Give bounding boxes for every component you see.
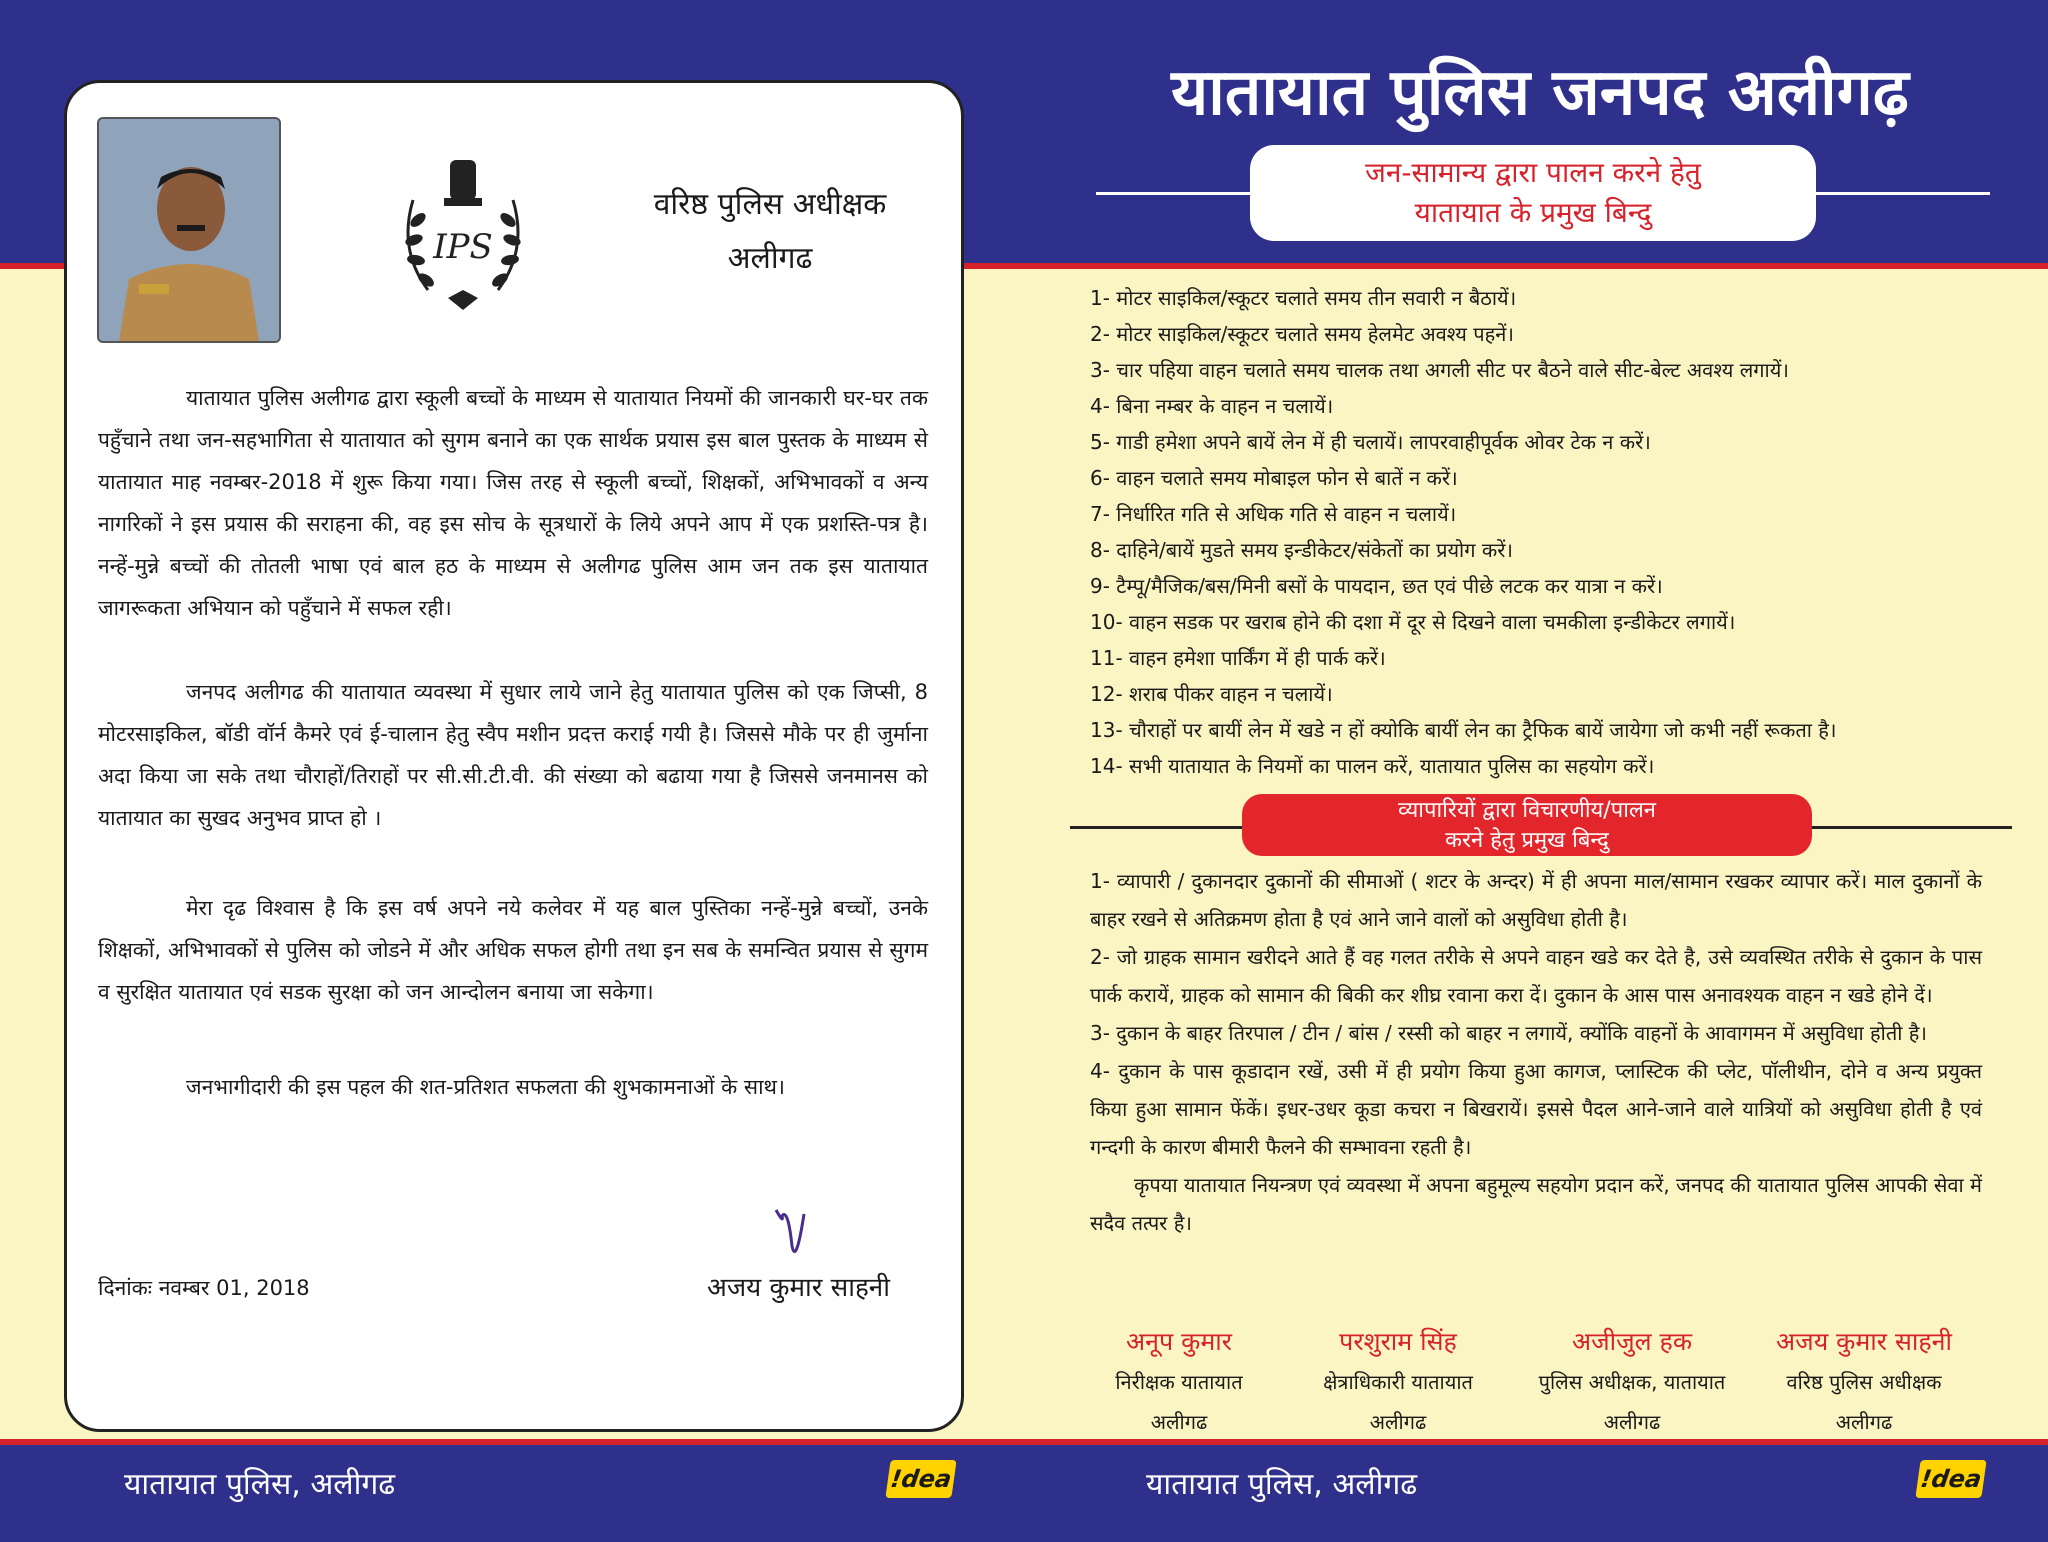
signatory-3 [1517,1322,1747,1442]
list-item: कृपया यातायात नियन्त्रण एवं व्यवस्था में अपना बहुमूल्य सहयोग प्रदान करें, जनपद की यातायात पुलिस आपकी सेवा में सदैव तत्पर है। [1090,1173,1982,1235]
handwritten-signature-mark [770,1206,810,1276]
subtitle-rule-right [1816,192,1990,195]
letter-paragraph-4: जनभागीदारी की इस पहल की शत-प्रतिशत सफलता की शुभकामनाओं के साथ। [186,1075,785,1099]
letter-paragraph-3: मेरा दृढ विश्वास है कि इस वर्ष अपने नये कलेवर में यह बाल पुस्तिका नन्हें-मुन्ने बच्चों, उनके शिक्षकों, अभिभावकों से पुलिस को जोडने में और अधिक सफल होगी तथा इन सब के समन्वित प्रयास से सुगम व सुरक्षित यातायात एवं सडक सुरक्षा को जन आन्दोलन बनाया जा सकेगा। [98,896,928,1004]
signatory-place: अलीगढ [1603,1410,1661,1434]
page-title: यातायात पुलिस जनपद अलीगढ़ [1171,56,1909,130]
idea-logo: !dea [885,1460,956,1498]
traffic-rules-list [1090,280,1990,784]
signatory-2 [1283,1322,1513,1442]
list-item: 5- गाडी हमेशा अपने बायें लेन में ही चलायें। लापरवाहीपूर्वक ओवर टेक न करें। [1090,430,1651,454]
subtitle-line-2: यातायात के प्रमुख बिन्दु [1414,196,1652,229]
signatory-designation: निरीक्षक यातायात [1115,1370,1243,1394]
list-item: 4- दुकान के पास कूडादान रखें, उसी में ही प्रयोग किया हुआ कागज, प्लास्टिक की प्लेट, पॉलीथीन, दोने व अन्य प्रयुक्त किया हुआ सामान फेंकें। इधर-उधर कूडा कचरा न बिखरायें। इससे पैदल आने-जाने वाले यात्रियों को असुविधा होती है एवं गन्दगी के कारण बीमारी फैलने की सम्भावना रहती है। [1090,1059,1982,1159]
signatory-place: अलीगढ [1835,1410,1893,1434]
trader-points-list [1090,862,1982,1242]
svg-text:IPS: IPS [433,227,493,267]
list-item: 9- टैम्पू/मैजिक/बस/मिनी बसों के पायदान, छत एवं पीछे लटक कर यात्रा न करें। [1090,574,1663,598]
signatory-designation: पुलिस अधीक्षक, यातायात [1538,1370,1726,1394]
traders-heading-line-2: करने हेतु प्रमुख बिन्दु [1445,828,1609,853]
idea-logo: !dea [1915,1460,1986,1498]
signatory-place: अलीगढ [1369,1410,1427,1434]
list-item: 2- जो ग्राहक सामान खरीदने आते हैं वह गलत तरीके से अपने वाहन खडे कर देते है, उसे व्यवस्थित तरीके से दुकान के पास पार्क करायें, ग्राहक को सामान की बिकी कर शीघ्र रवाना करा दें। दुकान के आस पास अनावश्यक वाहन न खडे होने दें। [1090,945,1982,1007]
list-item: 1- व्यापारी / दुकानदार दुकानों की सीमाओं ( शटर के अन्दर) में ही अपना माल/सामान रखकर व्यापार करें। माल दुकानों के बाहर रखने से अतिक्रमण होता है एवं आने जाने वालों को असुविधा होती है। [1090,869,1982,931]
list-item: 7- निर्धारित गति से अधिक गति से वाहन न चलायें। [1090,502,1457,526]
footer-right-text: यातायात पुलिस, अलीगढ [1146,1467,1418,1502]
list-item: 13- चौराहों पर बायीं लेन में खडे न हों क्योकि बायीं लेन का ट्रैफिक बायें जायेगा जो कभी नहीं रूकता है। [1090,718,1837,742]
traders-heading-line-1: व्यापारियों द्वारा विचारणीय/पालन [1397,798,1657,823]
list-item: 1- मोटर साइकिल/स्कूटर चलाते समय तीन सवारी न बैठायें। [1090,286,1517,310]
ips-emblem [388,140,538,320]
footer-left-text: यातायात पुलिस, अलीगढ [124,1467,396,1502]
signature-name: अजय कुमार साहनी [707,1273,890,1303]
signatory-4 [1749,1322,1979,1442]
list-item: 12- शराब पीकर वाहन न चलायें। [1090,682,1333,706]
signatory-place: अलीगढ [1150,1410,1208,1434]
office-title: वरिष्ठ पुलिस अधीक्षक [653,187,887,222]
subtitle-box [1250,145,1816,241]
traders-heading [1242,794,1812,856]
letter-paragraph-1: यातायात पुलिस अलीगढ द्वारा स्कूली बच्चों के माध्यम से यातायात नियमों की जानकारी घर-घर तक पहुँचाने तथा जन-सहभागिता से यातायात को सुगम बनाने का एक सार्थक प्रयास इस बाल पुस्तक के माध्यम से यातायात माह नवम्बर-2018 में शुरू किया गया। जिस तरह से स्कूली बच्चों, शिक्षकों, अभिभावकों व अन्य नागरिकों ने इस प्रयास की सराहना की, वह इस सोच के सूत्रधारों के लिये अपने आप में एक प्रशस्ति-पत्र है। नन्हें-मुन्ने बच्चों की तोतली भाषा एवं बाल हठ के माध्यम से अलीगढ पुलिस आम जन तक इस यातायात जागरूकता अभियान को पहुँचाने में सफल रही। [98,386,928,620]
signatory-1 [1064,1322,1294,1442]
office-place: अलीगढ [727,241,813,276]
signatory-name: अजय कुमार साहनी [1776,1327,1952,1356]
signatory-designation: वरिष्ठ पुलिस अधीक्षक [1786,1370,1942,1394]
list-item: 3- दुकान के बाहर तिरपाल / टीन / बांस / रस्सी को बाहर न लगायें, क्योंकि वाहनों के आवागमन में असुविधा होती है। [1090,1021,1927,1045]
subtitle-line-1: जन-सामान्य द्वारा पालन करने हेतु [1365,156,1701,189]
letter-date: दिनांकः नवम्बर 01, 2018 [98,1276,310,1300]
list-item: 3- चार पहिया वाहन चलाते समय चालक तथा अगली सीट पर बैठने वाले सीट-बेल्ट अवश्य लगायें। [1090,358,1789,382]
list-item: 2- मोटर साइकिल/स्कूटर चलाते समय हेलमेट अवश्य पहनें। [1090,322,1514,346]
signatory-name: अजीजुल हक [1571,1327,1693,1356]
list-item: 4- बिना नम्बर के वाहन न चलायें। [1090,394,1334,418]
list-item: 8- दाहिने/बायें मुडते समय इन्डीकेटर/संकेतों का प्रयोग करें। [1090,538,1513,562]
office-heading [600,178,940,286]
list-item: 14- सभी यातायात के नियमों का पालन करें, यातायात पुलिस का सहयोग करें। [1090,754,1655,778]
subtitle-rule-left [1096,192,1250,195]
letter-paragraph-2: जनपद अलीगढ की यातायात व्यवस्था में सुधार लाये जाने हेतु यातायात पुलिस को एक जिप्सी, 8 मोटरसाइकिल, बॉडी वॉर्न कैमरे एवं ई-चालान हेतु स्वैप मशीन प्रदत्त कराई गयी है। जिससे मौके पर ही जुर्माना अदा किया जा सके तथा चौराहों/तिराहों पर सी.सी.टी.वी. की संख्या को बढाया गया है जिससे जनमानस को यातायात का सुखद अनुभव प्राप्त हो । [98,680,928,830]
list-item: 6- वाहन चलाते समय मोबाइल फोन से बातें न करें। [1090,466,1458,490]
list-item: 11- वाहन हमेशा पार्किंग में ही पार्क करें। [1090,646,1386,670]
list-item: 10- वाहन सडक पर खराब होने की दशा में दूर से दिखने वाला चमकीला इन्डीकेटर लगायें। [1090,610,1736,634]
officer-photo [97,117,281,343]
signatory-name: परशुराम सिंह [1339,1327,1457,1356]
signatory-name: अनूप कुमार [1126,1327,1232,1356]
signatory-designation: क्षेत्राधिकारी यातायात [1323,1370,1473,1394]
